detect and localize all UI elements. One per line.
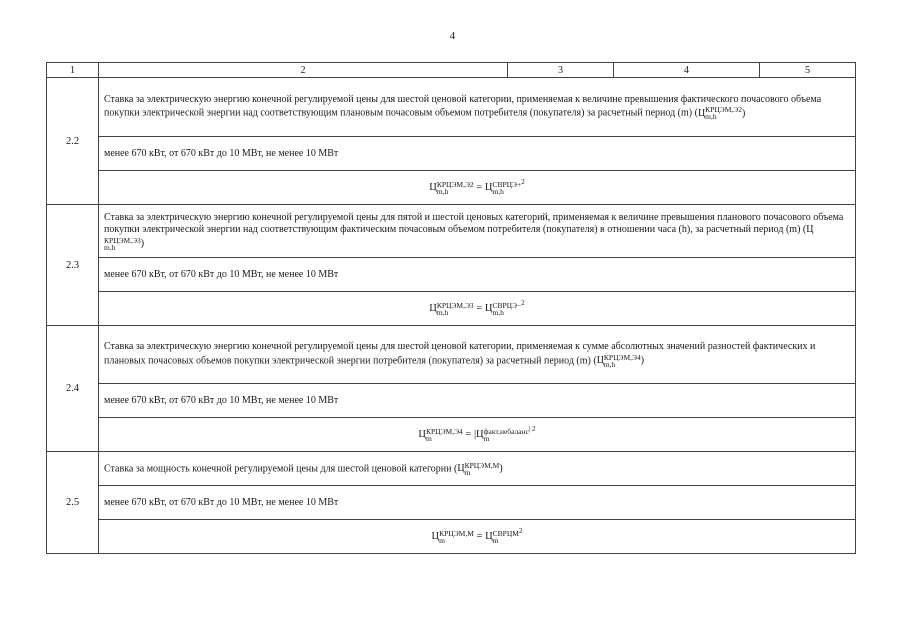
- header-cell: 5: [760, 63, 856, 78]
- capacity-options: менее 670 кВт, от 670 кВт до 10 МВт, не менее 10 МВт: [99, 384, 856, 418]
- formula: Ц КРЦЭМ,Э2 m,h = Ц СВРЦЭ+ m,h $^2$: [429, 177, 525, 196]
- header-cell: 3: [508, 63, 614, 78]
- table-row: [47, 486, 856, 520]
- table-row: [47, 205, 856, 258]
- table-row: [47, 292, 856, 326]
- capacity-options: менее 670 кВт, от 670 кВт до 10 МВт, не менее 10 МВт: [99, 486, 856, 520]
- header-cell: 1: [47, 63, 99, 78]
- formula: Ц КРЦЭМ,Э3 m,h = Ц СВРЦЭ− m,h $^2$: [429, 298, 525, 317]
- table-row: [47, 520, 856, 554]
- row-number: 2.3: [47, 205, 99, 326]
- capacity-options: менее 670 кВт, от 670 кВт до 10 МВт, не менее 10 МВт: [99, 258, 856, 292]
- row-description: [99, 78, 856, 137]
- formula-cell: [99, 171, 856, 205]
- price-symbol: Ц КРЦЭМ,Э4 m,h ): [596, 352, 645, 369]
- formula-cell: [99, 520, 856, 554]
- table-row: [47, 418, 856, 452]
- description-text: Ставка за электрическую энергию конечной регулируемой цены для шестой ценовой категории, применяемая к сумме абсолютных значений разностей фактических и плановых почасовых объемов покупки электрической энергии потребителя (покупателя) за расчетный период (m) (: [104, 341, 816, 367]
- table-row: [47, 171, 856, 205]
- capacity-options: менее 670 кВт, от 670 кВт до 10 МВт, не менее 10 МВт: [99, 137, 856, 171]
- description-text: Ставка за мощность конечной регулируемой цены для шестой ценовой категории (: [104, 462, 458, 474]
- table-row: [47, 137, 856, 171]
- table-row: [47, 452, 856, 486]
- price-symbol: Ц КРЦЭМ,Э2 m,h ): [697, 105, 746, 122]
- row-number: 2.4: [47, 326, 99, 452]
- header-cell: 4: [614, 63, 760, 78]
- table-row: [47, 326, 856, 384]
- price-symbol: Ц КРЦЭМ,Э3 m,h ): [104, 224, 814, 252]
- header-row: [47, 63, 856, 78]
- table-row: [47, 384, 856, 418]
- formula: Ц КРЦЭМ,М m = Ц СВРЦМ m $^2$: [431, 526, 523, 545]
- tariff-table: [46, 62, 856, 554]
- formula-cell: [99, 292, 856, 326]
- table-row: [47, 78, 856, 137]
- formula: Ц КРЦЭМ,Э4 m = |Ц факт,небаланс m $^{| 2}$: [418, 424, 536, 443]
- row-description: [99, 326, 856, 384]
- formula-cell: [99, 418, 856, 452]
- page-number: 4: [449, 30, 456, 42]
- row-description: [99, 452, 856, 486]
- description-text: Ставка за электрическую энергию конечной регулируемой цены для шестой ценовой категории, применяемая к величине превышения фактического почасового объема покупки электрической энергии над соответствующим плановым почасовым объемом потребителя (покупателя) за расчетный период (m) (: [104, 93, 822, 119]
- row-description: [99, 205, 856, 258]
- price-symbol: Ц КРЦЭМ,М m ): [457, 460, 503, 477]
- row-number: 2.5: [47, 452, 99, 554]
- row-number: 2.2: [47, 78, 99, 205]
- description-text: Ставка за электрическую энергию конечной регулируемой цены для пятой и шестой ценовых категорий, применяемая к величине превышения планового почасового объема покупки электрической энергии над соответствующим фактическим почасовым объемом потребителя (покупателя) в отношении часа (h), за расчетный период (m) (: [104, 211, 844, 235]
- header-cell: 2: [99, 63, 508, 78]
- table-row: [47, 258, 856, 292]
